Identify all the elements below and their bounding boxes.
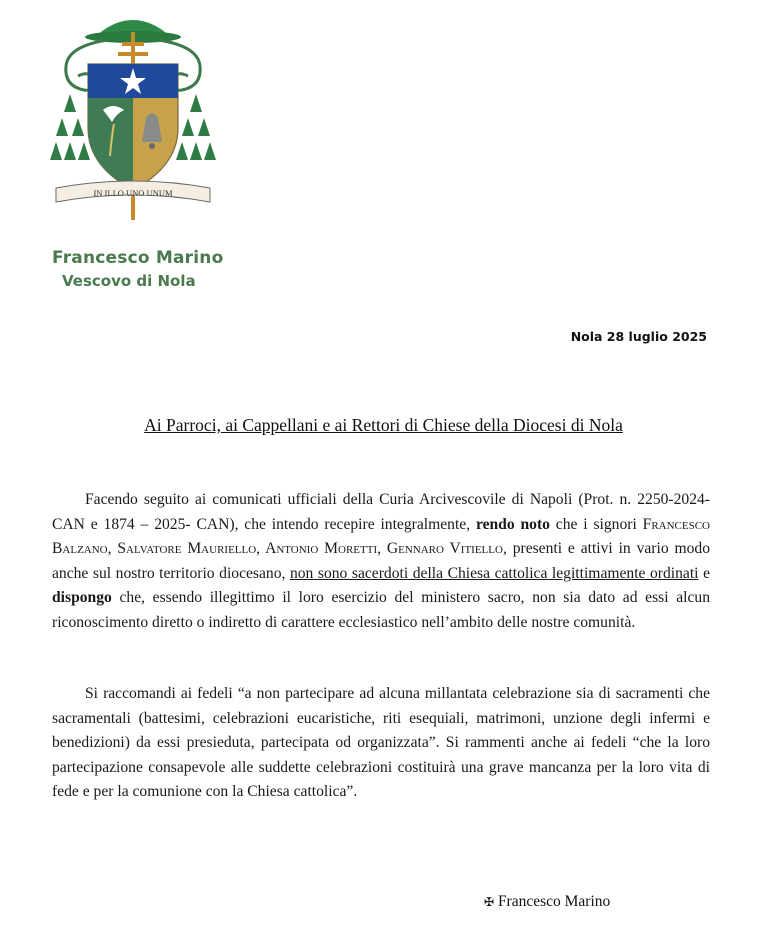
addressee-line: Ai Parroci, ai Cappellani e ai Rettori di Chiese della Diocesi di Nola (144, 415, 623, 435)
cross-bar-bottom (118, 52, 148, 56)
sender-name: Francesco Marino (52, 248, 224, 268)
p1-bold-dispongo: dispongo (52, 589, 112, 607)
signature-name: Francesco Marino (497, 893, 611, 910)
signature (484, 893, 610, 911)
cross-icon: ✠ (484, 895, 495, 909)
p1-text-2: che i signori (549, 515, 643, 533)
tassels-right (176, 94, 216, 160)
tassels-left (50, 94, 90, 160)
paragraph-2 (52, 682, 710, 805)
sender-block (52, 248, 223, 290)
p1-text-3: , presenti e attivi in vario modo anche sul nostro territorio diocesano, (52, 540, 711, 582)
coat-of-arms (48, 6, 218, 224)
p1-text-5: che, essendo illegittimo il loro esercizio del ministero sacro, non sia dato ad essi alcun riconoscimento diretto o indiretto di carattere ecclesiastico nell’ambito delle nostre comunità. (52, 589, 710, 631)
p1-text-1: Facendo seguito ai comunicati ufficiali della Curia Arcivescovile di Napoli (Prot. n. 2250-2024-CAN e 1874 – 2025- CAN), che intendo recepire integralmente, (52, 491, 710, 533)
p1-underlined-statement: non sono sacerdoti della Chiesa cattolica legittimamente ordinati (289, 564, 699, 582)
p1-text-4: e (698, 564, 710, 582)
letter-date: Nola 28 luglio 2025 (570, 329, 707, 344)
paragraph-1 (52, 488, 710, 636)
cross-bar-top (122, 42, 144, 46)
p2-text: Si raccomandi ai fedeli “a non partecipare ad alcuna millantata celebrazione sia di sacramenti che sacramentali (battesimi, celebrazioni eucaristiche, riti esequiali, matrimoni, unzione degli infermi e benedizioni) da essi presieduta, partecipata od organizzata”. Si rammenti anche ai fedeli “che la loro partecipazione consapevole alle suddette celebrazioni costituirà una grave mancanza per la loro vita di fede e per la comunione con la Chiesa cattolica”. (52, 685, 710, 801)
p1-bold-rendo-noto: rendo noto (475, 515, 550, 533)
p1-names: Francesco Balzano, Salvatore Mauriello, Antonio Moretti, Gennaro Vitiello (52, 515, 710, 558)
sender-role: Vescovo di Nola (62, 272, 196, 290)
motto-text: IN ILLO UNO UNUM (93, 188, 173, 198)
